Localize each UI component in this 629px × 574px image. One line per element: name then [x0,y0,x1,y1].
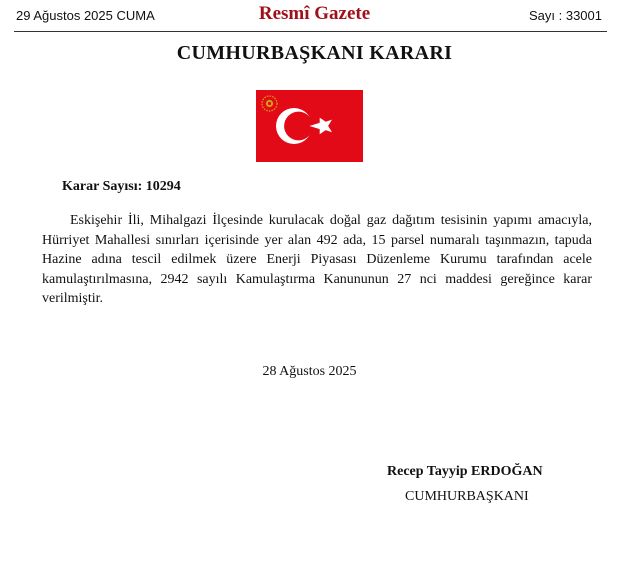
document-heading: CUMHURBAŞKANI KARARI [176,42,453,64]
header-date: 29 Ağustos 2025 CUMA [16,8,155,23]
signer-title: CUMHURBAŞKANI [405,489,529,504]
signature-date: 28 Ağustos 2025 [262,364,357,379]
turkish-flag-icon [256,90,363,162]
signer-name: Recep Tayyip ERDOĞAN [387,464,543,479]
decision-number: Karar Sayısı: 10294 [62,179,181,194]
header-divider [14,31,607,32]
decision-body: Eskişehir İli, Mihalgazi İlçesinde kurulacak doğal gaz dağıtım tesisinin yapımı amacıyla, Hürriyet Mahallesi sınırları içerisinde yer alan 492 ada, 15 parsel numaralı taşınmazın, tapuda Hazine adına tescil edilmek üzere Enerji Piyasası Düzenleme Kurumu tarafından acele kamulaştırılmasına, 2942 sayılı Kamulaştırma Kanununun 27 nci maddesi gereğince karar verilmiştir. [42,213,592,307]
gazette-title: Resmî Gazete [258,3,371,24]
issue-number: Sayı : 33001 [529,8,602,23]
